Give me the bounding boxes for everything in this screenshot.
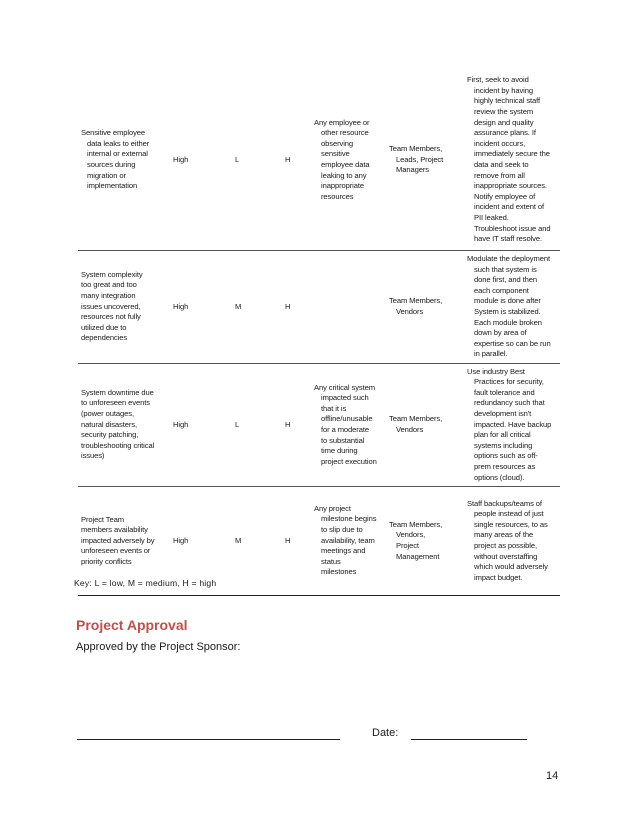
risk-response-cell [467, 254, 559, 360]
risk-response-cell [467, 499, 559, 584]
risk-row [78, 70, 560, 251]
cell-line: leaking to any [321, 170, 367, 180]
cell-line: dependencies [81, 333, 128, 343]
cell-line: Modulate the deployment [467, 254, 550, 263]
cell-line: security patching, [81, 430, 139, 440]
cell-line: in parallel. [474, 349, 508, 359]
cell-line: status [321, 556, 341, 566]
cell-line: systems including [474, 440, 533, 450]
risk-owner-cell [389, 520, 463, 562]
risk-severity-cell: H [285, 154, 291, 164]
risk-response-cell [467, 367, 559, 484]
cell-line: project execution [321, 456, 377, 466]
cell-line: assurance plans. If [474, 128, 536, 138]
cell-line: Management [396, 551, 440, 561]
risk-probability-cell: L [235, 154, 240, 164]
cell-line: incident and extent of [474, 202, 544, 212]
cell-line: too great and too [81, 280, 137, 290]
cell-line: meetings and [321, 546, 366, 556]
risk-impact-cell: High [173, 419, 189, 429]
risk-trigger-cell [314, 118, 384, 203]
cell-line: for a moderate [321, 424, 369, 434]
cell-line: design and quality [474, 117, 534, 127]
cell-line: troubleshooting critical [81, 440, 155, 450]
cell-line: prem resources as [474, 462, 536, 472]
cell-line: Any employee or [314, 117, 370, 127]
cell-line: System is stabilized. [474, 306, 541, 316]
cell-line: incident occurs, [474, 138, 526, 148]
cell-line: First, seek to avoid [467, 75, 529, 85]
cell-line: unforeseen events or [81, 546, 151, 556]
cell-line: to unforeseen events [81, 398, 150, 408]
risk-owner-cell [389, 414, 463, 435]
cell-line: members availability [81, 525, 148, 535]
date-line [411, 739, 527, 740]
cell-line: internal or external [87, 149, 148, 159]
cell-line: expertise so can be run [474, 338, 551, 348]
cell-line: options (cloud). [474, 472, 525, 482]
risk-probability-cell: M [235, 535, 242, 545]
cell-line: impacted. Have backup [474, 419, 552, 429]
cell-line: Project Team [81, 514, 124, 524]
cell-line: impacted adversely by [81, 535, 155, 545]
page-number: 14 [546, 770, 559, 782]
cell-line: employee data [321, 159, 370, 169]
cell-line: offline/unusable [321, 414, 373, 424]
cell-line: project as possible, [474, 540, 538, 550]
cell-line: observing [321, 138, 354, 148]
cell-line: Team Members, [389, 414, 443, 424]
cell-line: Project [396, 540, 419, 550]
cell-line: Leads, Project [396, 154, 444, 164]
cell-line: availability, team [321, 535, 375, 545]
cell-line: issues uncovered, [81, 301, 141, 311]
cell-line: milestones [321, 567, 357, 577]
cell-line: resources not fully [81, 312, 141, 322]
cell-line: redundancy such that [474, 398, 545, 408]
cell-line: Any critical system [314, 382, 375, 392]
cell-line: milestone begins [321, 514, 377, 524]
cell-line: System complexity [81, 269, 143, 279]
cell-line: many areas of the [474, 530, 534, 540]
risk-row [78, 251, 560, 364]
signature-line [77, 739, 340, 740]
cell-line: Vendors [396, 424, 424, 434]
risk-impact-cell: High [173, 535, 189, 545]
cell-line: immediately secure the [474, 149, 550, 159]
cell-line: to slip due to [321, 525, 363, 535]
cell-line: resources [321, 191, 354, 201]
risk-impact-cell: High [173, 154, 189, 164]
cell-line: Vendors, [396, 530, 426, 540]
risk-risk-cell [81, 128, 157, 192]
cell-line: time during [321, 446, 358, 456]
risk-severity-cell: H [285, 535, 291, 545]
section-heading: Project Approval [76, 617, 188, 633]
cell-line: Managers [396, 165, 429, 175]
cell-line: remove from all [474, 170, 525, 180]
cell-line: utilized due to [81, 322, 127, 332]
cell-line: System downtime due [81, 387, 154, 397]
cell-line: Practices for security, [474, 377, 544, 387]
cell-line: priority conflicts [81, 556, 132, 566]
cell-line: that it is [321, 403, 347, 413]
risk-owner-cell [389, 144, 463, 176]
cell-line: migration or [87, 170, 126, 180]
cell-line: impact budget. [474, 572, 523, 582]
key-legend: Key: L = low, M = medium, H = high [74, 578, 217, 588]
risk-owner-cell [389, 296, 463, 317]
cell-line: Team Members, [389, 296, 443, 306]
cell-line: incident by having [474, 85, 533, 95]
cell-line: PII leaked. [474, 212, 509, 222]
risk-impact-cell: High [173, 301, 189, 311]
risk-risk-cell [81, 388, 157, 462]
cell-line: natural disasters, [81, 419, 138, 429]
cell-line: Team Members, [389, 519, 443, 529]
cell-line: Use industry Best [467, 366, 525, 376]
risk-trigger-cell [314, 504, 384, 578]
cell-line: have IT staff resolve. [474, 234, 543, 244]
cell-line: such that system is [474, 264, 537, 274]
risk-probability-cell: L [235, 419, 240, 429]
cell-line: Troubleshoot issue and [474, 223, 551, 233]
risk-severity-cell: H [285, 419, 291, 429]
cell-line: sensitive [321, 149, 350, 159]
cell-line: data leaks to either [87, 138, 150, 148]
cell-line: other resource [321, 128, 369, 138]
risk-response-cell [467, 75, 559, 245]
cell-line: Staff backups/teams of [467, 498, 542, 508]
cell-line: to substantial [321, 435, 365, 445]
cell-line: implementation [87, 181, 138, 191]
cell-line: Vendors [396, 306, 424, 316]
cell-line: module is done after [474, 296, 541, 306]
cell-line: review the system [474, 106, 534, 116]
cell-line: sources during [87, 159, 136, 169]
cell-line: people instead of just [474, 509, 544, 519]
risk-risk-cell [81, 270, 157, 344]
cell-line: without overstaffing [474, 551, 538, 561]
cell-line: issues) [81, 451, 105, 461]
cell-line: Any project [314, 503, 351, 513]
cell-line: inappropriate sources. [474, 181, 547, 191]
cell-line: development isn't [474, 409, 532, 419]
cell-line: which would adversely [474, 562, 548, 572]
risk-row [78, 364, 560, 487]
cell-line: fault tolerance and [474, 387, 535, 397]
cell-line: Sensitive employee [81, 128, 146, 138]
cell-line: highly technical staff [474, 96, 541, 106]
risk-severity-cell: H [285, 301, 291, 311]
cell-line: inappropriate [321, 181, 365, 191]
cell-line: done first, and then [474, 275, 538, 285]
risk-probability-cell: M [235, 301, 242, 311]
cell-line: impacted such [321, 393, 369, 403]
cell-line: down by area of [474, 328, 527, 338]
cell-line: many integration [81, 291, 136, 301]
cell-line: Notify employee of [474, 191, 536, 201]
approval-statement: Approved by the Project Sponsor: [76, 641, 241, 653]
cell-line: Each module broken [474, 317, 542, 327]
cell-line: (power outages, [81, 409, 134, 419]
cell-line: Team Members, [389, 144, 443, 154]
risk-risk-cell [81, 515, 157, 568]
cell-line: options such as off- [474, 451, 538, 461]
cell-line: data and seek to [474, 159, 529, 169]
risk-trigger-cell [314, 383, 384, 468]
cell-line: single resources, to as [474, 519, 548, 529]
cell-line: plan for all critical [474, 430, 531, 440]
date-label: Date: [372, 727, 399, 739]
cell-line: each component [474, 285, 529, 295]
risk-table [78, 70, 560, 596]
